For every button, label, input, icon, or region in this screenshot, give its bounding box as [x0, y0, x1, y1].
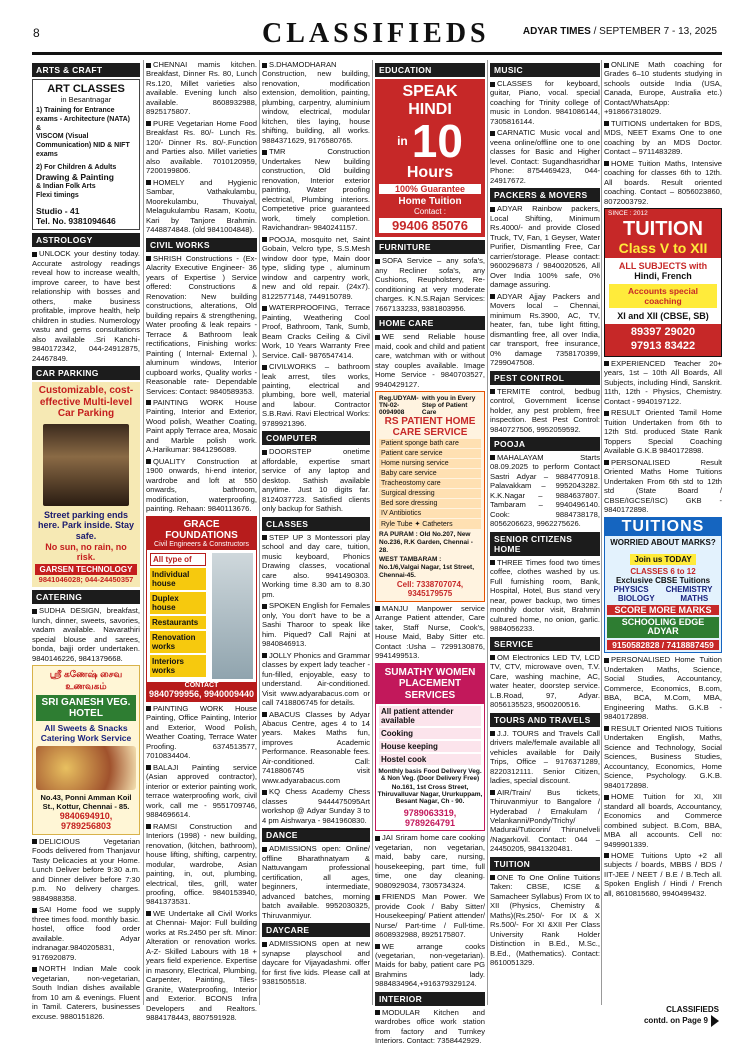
classified-ad: FRIENDS Man Power. We provide Cook / Baby Sitter/ Housekeeping/ Patient attender/ Nurse/ Part-time / Full-time. 8608932988, 8925175807. — [375, 892, 485, 940]
ad-subtitle: in Besantnagar — [60, 95, 112, 104]
classified-ad: SAI Home food we supply three times food. monthly basic. hostel, office food order available. Adyar indranagar.9840205831, 9176920879. — [32, 905, 140, 962]
ad-languages: Hindi, French — [634, 271, 692, 282]
classified-ad: DELICIOUS Vegetarian Foods delivered from Thanjavur Tasty Delicacies at your Home. Lunch Deliver before 9:30 a.m. and Dinner deliver before 7:30 p.m. No delivery charges. 9884988358. — [32, 836, 140, 903]
ad-boards: XI and XII (CBSE, SB) — [617, 311, 709, 322]
ad-number: 10 — [411, 115, 463, 168]
column-1 — [32, 60, 140, 1021]
classified-ad: PAINTING WORK House Painting, Office Painting, Interior and Exterior, Wood Polish, Weather Coating, Terrace Water Proofing. 6374513577, 7010834404. — [146, 703, 257, 761]
arrow-right-icon — [711, 1015, 719, 1027]
ad-note: Monthly basis Food Delivery Veg. & Non Veg. (Door Delivery Free) — [378, 768, 482, 783]
section-senior-citizens-home: SENIOR CITIZENS HOME — [490, 532, 600, 556]
service-list — [147, 550, 209, 682]
ad-line: VISCOM (Visual Communication) NID & NIFT exams — [36, 133, 130, 158]
section-arts-craft: ARTS & CRAFT — [32, 63, 140, 77]
section-music: MUSIC — [490, 63, 600, 77]
list-item: Individual house — [150, 568, 206, 590]
classified-ad: EXPERIENCED Teacher 20+ years, 1st – 10th All Boards, All Subjects, including Hindi, Sanskrit. 11th, 12th - Physics, Chemistry. Contact - 9940197122. — [604, 358, 722, 406]
section-service: SERVICE — [490, 637, 600, 651]
ad-headline: SPEAK HINDI — [402, 83, 458, 118]
ad-classes: CLASSES 6 to 12 — [630, 566, 696, 576]
list-item: House keeping — [379, 741, 481, 752]
classified-ad: HOME Tuition Maths, Intensive coaching for classes 6th to 12th. All boards. Result oriented coaching. Contact – 8056023860, 8072003792. — [604, 158, 722, 206]
classified-ad: RAMSI Construction and Interiors (1998) - new building, renovation, (kitchen, bathroom), house lifting, shifting, carpentry, modular, wardrobe, Asian painting, in, out, plumbing, electrical, tiles, grill, water proofing, office. 9840153940, 9841373531. — [146, 821, 257, 907]
sumathy-placement-ad — [375, 663, 485, 832]
classified-ad: JAI Sriram home care cooking vegetarian, non vegetarian, maid, baby care, nursing, housekeeping, part time, full time, one day cleaning. 9080929034, 7305734324. — [375, 833, 485, 890]
ad-headline: GRACE FOUNDATIONS — [165, 518, 238, 541]
list-item: Tracheostomy care — [379, 479, 481, 488]
classified-ad: ADYAR Rainbow packers, Local Shifting, Minimum Rs.4000/- and provide Closed Truck, TV, Fan, 1 Geyser, Water Purifier, Dismantling Free, Car carrier/storage. Please contact: 9600296873 / 9840020526, All Over India 100% safe, 0% damage assuring. — [490, 204, 600, 290]
page-number: 8 — [33, 26, 40, 40]
classified-ad: ADMISSIONS open: Online/ offline Bharathnatyam & Nattuvangam professional certification, all ages, beginners, intermediate, advanced batches, morning batch available. 9952030325, Thiruvanmiyur. — [262, 844, 370, 920]
classified-ad: HOME Tuitions Upto +2 all subjects / boards, MBBS / BDS / IIT-JEE / NEET / B.E / B.Tech all. Spoken English / Hindi / French all, 8610815680, 9940499432. — [604, 850, 722, 898]
classified-ad: SUDHA DESIGN, breakfast, lunch, dinner, sweets, savories, vadam available. Navarathiri special blouse and sarees, bonda, bajji order undertaken. 9840146226, 9841379668. — [32, 606, 140, 663]
section-astrology: ASTROLOGY — [32, 233, 140, 247]
section-title: CLASSIFIEDS — [262, 18, 490, 49]
classified-ad: BALAJI Painting service (Asian approved contractor), interior or exterior painting work, terrace waterproofing work, civil work, call me - 9551709746, 9884696614. — [146, 762, 257, 820]
dateline — [523, 26, 717, 37]
classified-ad: AIR/Train/ Bus tickets, Thiruvanmiyur to Bangalore / Hyderabad / Ernakulam / Velankanni/Pondy/Trichy/ Madurai/Tuticorin/ Thirunelveli /Nagarkovil. Contact: 044 – 24450205, 9841320481. — [490, 787, 600, 854]
ad-guarantee: 100% Guarantee — [379, 184, 481, 194]
classified-ad: UNLOCK your destiny today. Accurate astrology readings reveal how to increase wealth, improve career, to have best relationship with bosses and others, make business profitable, improve health, help children in studies. Numerology vastu and gems consultations also available .Sri Kanchi- 9840172342, 044-24912875, 24467849. — [32, 249, 140, 363]
list-item: Hostel cook — [379, 754, 481, 765]
list-item: Ryle Tube ✦ Catheters — [379, 519, 481, 529]
column-divider — [601, 60, 602, 1005]
ad-accounts: Accounts special coaching — [609, 284, 717, 308]
tuition-class-ad — [604, 208, 722, 357]
classified-ad: PERSONALISED Home Tuition Undertaken Maths, Science, Social Studies, Accountancy, Commerce, Economics, B.com, BBA, BCA, M.Com, MBA, Engineering Maths. G.K.B - 9840172898. — [604, 655, 722, 722]
paper-name: ADYAR TIMES — [522, 26, 591, 37]
classified-ad: PERSONALISED Result Oriented Maths Home Tuitions Undertaken From 6th std to 12th std (State Board / CBSE/IGCSE/ISC) GKB - 9840172898. — [604, 457, 722, 515]
ad-line: Flexi timings — [36, 191, 79, 199]
list-item: Patient care service — [379, 449, 481, 458]
classified-ad: QUALITY Construction at 1900 onwards, hi-end interior, wardrobe and loft at 550 onwards, bathroom, modification, waterproofing, painting. Rehaan: 9840113676. — [146, 456, 257, 514]
list-item: Restaurants — [150, 616, 206, 629]
company-name: GARSEN TECHNOLOGY — [35, 564, 137, 575]
continued-page — [644, 1015, 719, 1027]
ad-phone: 9841046028; 044-24450357 — [38, 575, 134, 585]
column-divider — [259, 60, 260, 1005]
section-civil-works: CIVIL WORKS — [146, 238, 257, 252]
classified-ad: CARNATIC Music vocal and veena online/offline one to one classes for Basic and Higher level. Contact: Sugandhasridhar Phone: 8754469423, 044-24917672. — [490, 128, 600, 185]
section-dance: DANCE — [262, 828, 370, 842]
ad-tagline: All Sweets & Snacks Catering Work Service — [40, 722, 132, 743]
list-item: Interiors works — [150, 655, 206, 677]
ad-address: WEST TAMBARAM : No.1/6,Valgai Nagar, 1st Street, Chennai-45. — [379, 556, 475, 579]
ad-subtitle: Civil Engineers & Constructors — [154, 540, 249, 548]
classified-ad: ABACUS Classes by Adyar Abacus Centre, ages 4 to 14 years. Makes Maths fun, improves Academic Performance. Reasonable fees. Air-conditioned. Call: 7418806745 visit www.adyarabacus.com — [262, 709, 370, 785]
classified-ad: MODULAR Kitchen and wardrobes office work station from factory and Turnkey Interiors. Contact: 7358442929. — [375, 1007, 485, 1046]
classified-ad: STEP UP 3 Montessori play school and day care, tuition, music keyboard, Phonics Drawing classes, vocational care also. 9941490303. Working time 8.30 am to 8.30 pm. — [262, 532, 370, 599]
list-item: Duplex house — [150, 592, 206, 614]
classified-ad: S.DHAMODHARAN Construction, new building, renovation, modification extension, demolition, painting, plumbing, carpentry, aluminium window, electrical, modular kitchen, tiles laying, house shifting, building, all works. 9884371629, 9176580765. — [262, 60, 370, 145]
ad-address: No.161, 1st Cross Street, Thiruvalluvar Nagar, Ururkuppam, Besant Nagar, Ch - 90. — [377, 784, 483, 806]
parking-structure-image — [43, 424, 129, 506]
classified-ad: TMR Construction Undertakes New building construction, Old building renovation, Interior exterior painting, Water proofing electrical, Plumbing interiors. Competetive price guaranteed work, timely completion. Ravichandran- 9840241157. — [262, 147, 370, 233]
column-divider — [143, 60, 144, 1005]
classified-ad: HOME Tuition for XI, XII standard all boards, Accountancy, Economics and Commerce combined subject. B.Com, BBA, MBA all accounts. Cell no: 9499901339. — [604, 792, 722, 849]
column-divider — [487, 60, 488, 1005]
list-item: Home nursing service — [379, 459, 481, 468]
art-classes-ad — [32, 79, 140, 230]
list-item: Patient sponge bath care — [379, 439, 481, 448]
classified-ad: TERMITE control, bedbug control, Government license holder, any pest problem, free inspection. Best Pest Control: 9840727506, 9952059592. — [490, 386, 600, 434]
ad-line: & Indian Folk Arts — [36, 182, 96, 190]
subject-row — [605, 594, 721, 603]
section-catering: CATERING — [32, 590, 140, 604]
list-item: IV Antibiotics — [379, 509, 481, 518]
ad-address: RA PURAM : Old No.207, New No.236, R.K Garden, Chennai - 28. — [379, 531, 473, 554]
classified-ad: PURE Vegetarian Home Food Breakfast Rs. 80/- Lunch Rs. 120/- Dinner Rs. 80/-.Function and Parties also. Millet varieties also available. 7010120959, 7200199806. — [146, 118, 257, 176]
section-classes: CLASSES — [262, 517, 370, 531]
classified-ad: CIVILWORKS – bathroom leak arrest, tiles works, painting, electrical and plumbing, bore well, material and labour. Contractor S.B.Ravi. Ravi Electrical Works: 9789921396. — [262, 362, 370, 428]
section-education: EDUCATION — [375, 63, 485, 77]
issue-date: / SEPTEMBER 7 - 13, 2025 — [590, 26, 717, 37]
classified-ad: SPOKEN English for Females only, You don't have to be a Sashi Tharoor to speak like him. Piqued? Call Rajni at 9840846913. — [262, 601, 370, 649]
ad-phone: 99406 85076 — [379, 218, 481, 233]
classified-ad: POOJA, mosquito net, Saint Gobain, Velcro type, S.S.Mesh window door type, Main door type, sliding type , aluminum window and carpentry work, new and old repair. (24x7). 8122577148, 7449150789. — [262, 234, 370, 301]
classified-ad: J.J. TOURS and Travels Call drivers male/female available all vehicles available for Daily Trips, Office – 9176371289, 8220312111. Senior Citizen, ladies, special discount. — [490, 728, 600, 786]
ad-headline: TUITIONS — [605, 518, 721, 536]
column-2 — [146, 60, 257, 1023]
contact-label: Contact : — [413, 207, 446, 217]
ad-classes: Class V to XII — [605, 240, 721, 258]
classified-ad: HOMELY and Hygienic Sambar, Vathakulambu, Moorekulambu, Thuvaiyal, Melagukulambu Rasam, Kootu, Kari by Tanjore Brahmin. 7448874848. (old 9841004848). — [146, 177, 257, 235]
veg-hotel-ad — [32, 665, 140, 835]
ad-slogan: SCORE MORE MARKS — [607, 605, 719, 615]
ad-brand: SCHOOLING EDGE ADYAR — [607, 617, 719, 639]
classified-ad: SHRISH Constructions - (Ex- Alacrity Executive Engineer- 36 years of Expertise ) Service offered: Constructions & Renovation: New building constructions, alterations, Old building repairs & strengthening, Water proofing & leak repairs - Terrace & Bathroom leak rectifications, Finishing works: Painting ( Internal- External ), aluminum windows, Interior cupboard works, Quality works - Reasonable rate- Dependable Services: Contact: 9840589353. — [146, 253, 257, 396]
ad-headline: Customizable, cost-effective Multi-level Car Parking — [38, 385, 134, 420]
ad-phone: 9840694910, 9789256803 — [59, 810, 113, 831]
list-item: All patient attender available — [379, 706, 481, 726]
page-header — [0, 0, 741, 50]
section-packers-movers: PACKERS & MOVERS — [490, 188, 600, 202]
grace-foundations-ad — [146, 516, 257, 702]
classified-ad: ONLINE Math coaching for Grades 6–10 students studying in schools outside India (USA, Canada, Europe, Australia etc.) Contact/WhatsApp: +918667318029. — [604, 60, 722, 117]
ad-tagline-2: No sun, no rain, no risk. — [45, 542, 127, 563]
column-3 — [262, 60, 370, 1005]
section-tours-travels: TOURS AND TRAVELS — [490, 713, 600, 727]
ad-reg: Reg.UDYAM-TN-02-0094908 — [379, 395, 419, 416]
header-rule — [32, 52, 722, 55]
column-4 — [375, 60, 485, 1046]
section-car-parking: CAR PARKING — [32, 366, 140, 380]
classified-ad: WE Undertake all Civil Works at Chennai- Major: Full building works at Rs.2450 per sft. Minor: Alteration or renovation works. A-Z- Skilled Labours with 18 + years field experience. Expertise in masonry, Electrical, Plumbing, Carpenter, Painting, Tiles-Granite, Waterproofing, Interior and Exterior. BCONS Infra Developers and Realtors. 9884178443, 8807591928. — [146, 908, 257, 1023]
classified-ad: RESULT Oriented Tamil Home Tuition Undertaken from 6th to 12th Std. produced State Rank Toppers Special Coaching Available G.K.B 9840172898. — [604, 408, 722, 456]
ad-duration — [379, 115, 481, 168]
section-interior: INTERIOR — [375, 992, 485, 1006]
subject-row — [605, 585, 721, 594]
ad-phone: 9789063319, 9789264791 — [403, 808, 457, 829]
classified-ad: JOLLY Phonics and Grammar classes by expert lady teacher - fun-filled, enjoyable, easy to understand. Air-conditioned. Visit www.adyarabacus.com or call 7418806745 for details. — [262, 650, 370, 708]
classified-ad: CHENNAI mamis kitchen. Breakfast, Dinner Rs. 80, Lunch Rs.120, Millet varieties also available. Evening lunch also available. 8608932988, 8925175807. — [146, 60, 257, 117]
classified-ad: NORTH Indian Male cook vegetarian, non-vegetarian, South Indian dishes available from 10 am & evenings. Fluent in Tamil. Caterers, businesses excuse. 9880151826. — [32, 964, 140, 1021]
classified-ad: THREE Times food two times coffee, clothes washed by us. Full furnishing room, Bank, Hospital, Hotel, Bus stand very near, power backup, two times monthly doctor visit, Brahmin cultured home, no onion, garlic. 9884056233. — [490, 557, 600, 634]
ad-slogan: with you in Every Step of Patient Care — [421, 395, 476, 416]
section-home-care: HOME CARE — [375, 316, 485, 330]
classified-ad: WE send Reliable house maid, cook and child and patient care, watchman with or without stay couples available. Image Home Service - 9840703527, 9940429127. — [375, 332, 485, 389]
classified-ad: TUITIONS undertaken for BDS, MDS, NEET Exams One to one coaching by an MDS Doctor. Contact – 9711483289. — [604, 118, 722, 157]
classified-ad: ONE To One Online Tuitions Taken: CBSE, ICSE & Samacheer Syllabus) From IX to XII (Physics, Chemistry & Maths)(Rs.250/- For IX & X Rs.500/- For XI &XII Per Class University Rank Holder Distinction in B.Ed., M.Sc., B.Ed., (Mathematics). Contact: 8610051329. — [490, 872, 600, 968]
section-furniture: FURNITURE — [375, 240, 485, 254]
classified-ad: WE arrange cooks (vegetarian, non-vegetarian). Maids for baby, patient care PG Brahmins lady. 9884834964,+916379329124. — [375, 941, 485, 989]
schooling-edge-ad — [604, 517, 722, 654]
ad-hours: Hours — [406, 164, 454, 182]
ad-line: 1) Training for Entrance exams - Architecture (NATA) & — [36, 107, 131, 132]
ad-in: in — [397, 134, 408, 149]
building-image — [212, 553, 253, 679]
ad-headline: TUITION — [605, 218, 721, 241]
classified-ad: MANJU Manpower service Arrange Patient attender, Care taker, Staff Nurse, Cook's, House Maid, Baby Sitter etc. Contact :Usha – 7299130876, 9941499513. — [375, 603, 485, 661]
list-item: Renovation works — [150, 631, 206, 653]
rs-home-care-ad — [375, 391, 485, 602]
ad-question: WORRIED ABOUT MARKS? — [610, 537, 716, 547]
classified-ad: MAHALAYAM Starts 08.09.2025 to perform Contact Sastri Adyar – 9884770918. Palavakkam – 9952043282. K.K.Nagar – 9884637807. Tambaram – 9940496140. Cook: 9884738178, 8056206623, 9962275626. — [490, 452, 600, 529]
car-parking-ad — [32, 382, 140, 587]
ad-top — [379, 395, 481, 416]
section-daycare: DAYCARE — [262, 923, 370, 937]
subject: CHEMISTRY — [665, 584, 713, 594]
list-heading: All type of — [150, 553, 206, 566]
section-tuition: TUITION — [490, 857, 600, 871]
classified-ad: OM Electronics LED TV, LCD TV, CTV, microwave oven, T.V. Care, washing machine, AC, water heater, doorstep service. L.B.Road, 97, Adyar. 8056135523, 9500200516. — [490, 652, 600, 710]
classified-ad: ADYAR Ajjay Packers and Movers local – Chennai, minimum Rs.3900, AC, TV, heater, fan, tube light fitting, dismantling free, all over India, car transport, free insurance, 0% damage 7358170399, 7299047508. — [490, 291, 600, 368]
classified-ad: KQ Chess Academy Chess classes 9444475095Art workshop @ Adyar Sunday 3 to 4 pm Aishwarya - 9841960830. — [262, 787, 370, 825]
speak-hindi-ad — [375, 79, 485, 237]
ad-phone: Cell: 7338707074, 9345179575 — [396, 579, 464, 598]
ad-cbse: Exclusive CBSE Tuitions — [615, 575, 711, 585]
ad-phone: 9150582828 / 7418887459 — [607, 640, 719, 650]
ad-tamil-name: ஸ்ரீ கணேஷ் சைவ உணவகம் — [49, 668, 123, 691]
ad-line: Drawing & Painting — [36, 172, 114, 183]
ad-line: 2) For Children & Adults — [36, 163, 117, 171]
classified-ad: RESULT Oriented NIOS Tuitions Undertaken English, Maths, Science and Technology, Social Sciences, Business Studies, Accountancy, Economics, Home Science, Psychology. G.K.B. 9840172898. — [604, 723, 722, 790]
ad-tagline: Street parking ends here. Park inside. Stay safe. — [37, 509, 135, 542]
ad-join: Join us TODAY — [630, 554, 695, 565]
classified-ad: SOFA Service – any sofa's, any Recliner sofa's, any Cushions, Reupholstery, Re-conditioning at very moderate charges. K.N.S.Rajan Services: 7667133233, 9381803956. — [375, 256, 485, 313]
ad-tuition: Home Tuition — [398, 196, 462, 208]
column-5 — [490, 60, 600, 1005]
classified-ad: PAINTING WORK House Painting, Interior and Exterior, Wood polish, Weather Coating, Paint apply Terrace area, Mosaic and Marble polish work. A.Harikumar: 9841296089. — [146, 397, 257, 455]
column-divider — [372, 60, 373, 1005]
continued-note — [644, 1006, 719, 1027]
contact-label: CONTACT — [147, 682, 256, 689]
classified-ad: ADMISSIONS open at new synapse playschool and daycare for Vijayadashmi. offer for first five kids. Please call at 9381505518. — [262, 939, 370, 987]
ad-address: No.43, Ponni Amman Koil St., Kottur, Chennai - 85. — [40, 792, 132, 811]
subject: PHYSICS — [613, 584, 649, 594]
list-item: Baby care service — [379, 469, 481, 478]
ad-headline: RS PATIENT HOME CARE SERVICE — [384, 416, 476, 438]
ad-contact: Studio - 41 Tel. No. 9381094646 — [36, 206, 116, 227]
classified-ad: CLASSES for keyboard, guitar, Piano, vocal. special coaching for Trinity college of music in London. 9841086144, 7305816144. — [490, 79, 600, 126]
ad-phone: 9840799956, 9940009440 — [148, 688, 255, 699]
ad-subjects: ALL SUBJECTS with — [618, 261, 708, 272]
continued-text: contd. on Page 9 — [643, 1015, 708, 1025]
food-image — [36, 746, 136, 790]
ad-body — [147, 550, 256, 682]
ad-phone: 89397 29020 97913 83422 — [605, 324, 721, 356]
section-pooja: POOJA — [490, 437, 600, 451]
ad-headline: SUMATHY WOMEN PLACEMENT SERVICES — [376, 664, 484, 705]
ad-headline: SRI GANESH VEG. HOTEL — [36, 695, 136, 721]
list-item: Cooking — [379, 728, 481, 739]
subject: BIOLOGY — [617, 593, 655, 603]
list-item: Surgical dressing — [379, 489, 481, 498]
classified-ad: DOORSTEP onetime affordable, expertise smart service of any laptop and desktop. Sathish available anytime. Just 10 digits far. 8124037723. Satisfied clients only backup for Sathish. — [262, 447, 370, 514]
ad-title: ART CLASSES — [47, 83, 125, 95]
continued-label: CLASSIFIEDS — [666, 1005, 719, 1014]
ad-since: SINCE : 2012 — [605, 209, 721, 218]
ad-header — [147, 517, 256, 550]
subject: MATHS — [680, 593, 709, 603]
section-computer: COMPUTER — [262, 431, 370, 445]
classified-ad: WATERPROOFING, Terrace Painting, Weathering Cool Proof, Bathroom, Tank, Sumb, Beam Cracks Ceiling & Civil Work, 10 Years Warranty Free Service. Call- 9876547414. — [262, 303, 370, 360]
column-6 — [604, 60, 722, 1005]
section-pest-control: PEST CONTROL — [490, 371, 600, 385]
list-item: Bed sore dressing — [379, 499, 481, 508]
